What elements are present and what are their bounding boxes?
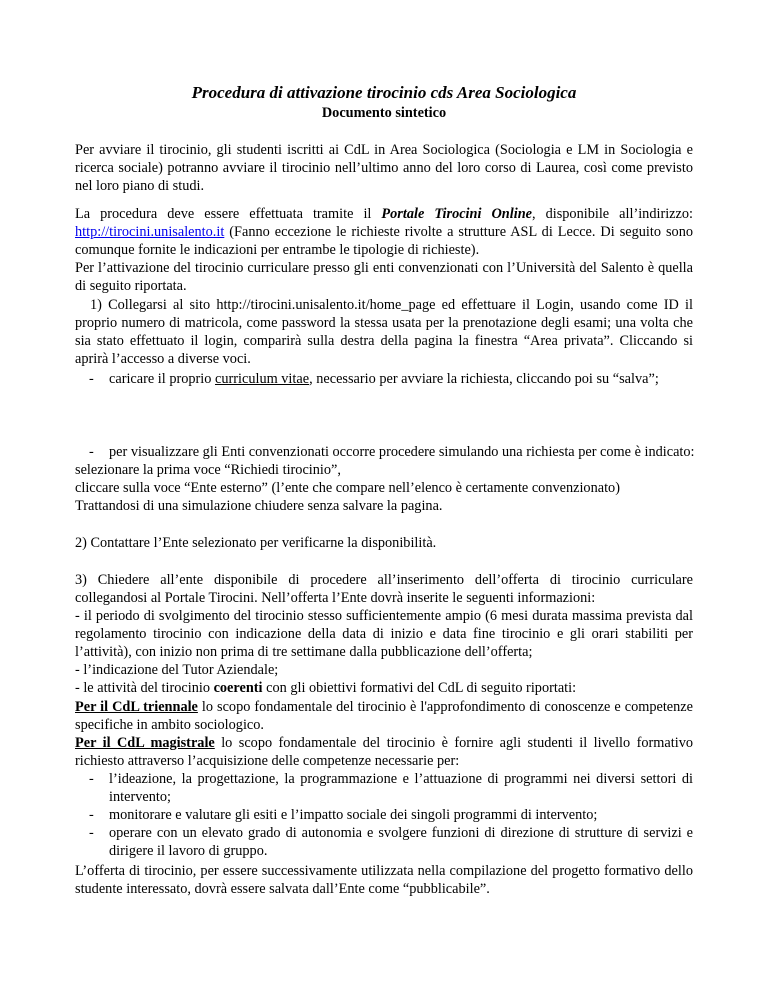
triennale-text <box>75 698 693 734</box>
bullet-curriculum-text <box>109 370 727 388</box>
magistrale-item <box>75 824 693 860</box>
procedure-paragraph <box>75 205 693 295</box>
step-3 <box>75 571 693 697</box>
step-1-text: 1) Collegarsi al sito http://tirocini.unisalento.it/home_page ed effettuare il Login, usando come ID il proprio numero di matricola, come password la stessa usata per la prenotazione degli esami; una volta che sia stato effettuato il login, comparirà sulla destra della pagina la finestra “Area privata”. Cliccando si aprirà l’accesso a diverse voci. <box>75 297 693 367</box>
info-activities-a: - le attività del tirocinio <box>75 680 214 696</box>
portal-link[interactable]: http://tirocini.unisalento.it <box>75 224 225 240</box>
coerenti-term: coerenti <box>213 680 263 696</box>
magistrale-item <box>75 806 693 824</box>
simulation-step-a: selezionare la prima voce “Richiedi tirocinio”, <box>75 462 341 478</box>
bullet-dash: - <box>89 807 94 823</box>
magistrale-text <box>75 734 693 770</box>
step-3-text: 3) Chiedere all’ente disponibile di procedere all’inserimento dell’offerta di tirocinio curriculare collegandosi al Portale Tirocini. Nell’offerta l’Ente dovrà inserite le seguenti informazioni: <box>75 572 693 606</box>
procedure-text-a: La procedura deve essere effettuata tramite il <box>75 206 382 222</box>
bullet-dash: - <box>89 371 94 387</box>
magistrale-item-1: l’ideazione, la progettazione, la programmazione e l’attuazione di programmi nei diversi settori di intervento; <box>109 771 693 805</box>
bullet-curriculum-a: caricare il proprio <box>109 371 215 387</box>
intro-text: Per avviare il tirocinio, gli studenti iscritti ai CdL in Area Sociologica (Sociologia e LM in Sociologia e ricerca sociale) potranno avviare il tirocinio nell’ultimo anno del loro corso di Laurea, così come previsto nel loro piano di studi. <box>75 142 693 194</box>
magistrale-item-2: monitorare e valutare gli esiti e l’impatto sociale dei singoli programmi di intervento; <box>109 807 598 823</box>
magistrale-label: Per il CdL magistrale <box>75 735 215 751</box>
curriculum-vitae-term: curriculum vitae <box>214 371 310 387</box>
document-title: Procedura di attivazione tirocinio cds Area Sociologica <box>191 83 577 102</box>
procedure-text-b: , disponibile all’indirizzo: <box>532 206 693 222</box>
magistrale-desc: lo scopo fondamentale del tirocinio è fornire agli studenti il livello formativo richiesto attraverso l’acquisizione delle competenze necessarie per: <box>75 735 693 769</box>
bullet-enti-text: per visualizzare gli Enti convenzionati occorre procedere simulando una richiesta per come è indicato: <box>109 444 695 460</box>
bullet-dash: - <box>89 825 94 841</box>
step-1 <box>75 296 693 368</box>
magistrale-item <box>75 770 693 806</box>
simulation-step-c: Trattandosi di una simulazione chiudere senza salvare la pagina. <box>75 498 443 514</box>
procedure-text-c: (Fanno eccezione le richieste rivolte a strutture ASL di Lecce. Di seguito sono comunque fornite le indicazioni per entrambe le tipologie di richieste). <box>75 224 693 258</box>
info-tutor: - l’indicazione del Tutor Aziendale; <box>75 662 279 678</box>
simulation-step-b: cliccare sulla voce “Ente esterno” (l’ente che compare nell’elenco è certamente convenzionato) <box>75 480 620 496</box>
bullet-dash: - <box>89 771 94 787</box>
bullet-enti <box>75 443 727 461</box>
intro-paragraph <box>75 141 693 195</box>
triennale-desc: lo scopo fondamentale del tirocinio è l'approfondimento di conoscenze e competenze specifiche in ambito sociologico. <box>75 699 693 733</box>
magistrale-item-3: operare con un elevato grado di autonomia e svolgere funzioni di direzione di strutture di servizi e dirigere il lavoro di gruppo. <box>109 825 693 859</box>
procedure-text <box>75 205 693 259</box>
final-paragraph <box>75 862 693 898</box>
bullet-curriculum <box>75 370 727 388</box>
activation-text: Per l’attivazione del tirocinio curriculare presso gli enti convenzionati con l’Università del Salento è quella di seguito riportata. <box>75 260 693 294</box>
step-2 <box>75 534 693 552</box>
triennale-label: Per il CdL triennale <box>75 699 198 715</box>
info-activities-c: con gli obiettivi formativi del CdL di seguito riportati: <box>262 680 577 696</box>
info-period: - il periodo di svolgimento del tirocinio stesso sufficientemente ampio (6 mesi durata massima prevista dal regolamento tirocinio con indicazione della data di inizio e data fine tirocinio e gli orari stabiliti per l’attività), con inizio non prima di tre settimane dalla pubblicazione dell’offerta; <box>75 608 693 660</box>
document-subtitle: Documento sintetico <box>321 105 447 121</box>
info-activities <box>75 679 693 697</box>
final-text: L’offerta di tirocinio, per essere successivamente utilizzata nella compilazione del progetto formativo dello studente interessato, dovrà essere salvata dall’Ente come “pubblicabile”. <box>75 863 693 897</box>
simulation-steps <box>75 461 693 515</box>
portal-name: Portale Tirocini Online <box>381 206 532 222</box>
bullet-curriculum-b: , necessario per avviare la richiesta, cliccando poi su “salva”; <box>309 371 659 387</box>
cdl-objectives <box>75 698 693 860</box>
bullet-dash: - <box>89 444 94 460</box>
step-2-text: 2) Contattare l’Ente selezionato per verificarne la disponibilità. <box>75 535 437 551</box>
